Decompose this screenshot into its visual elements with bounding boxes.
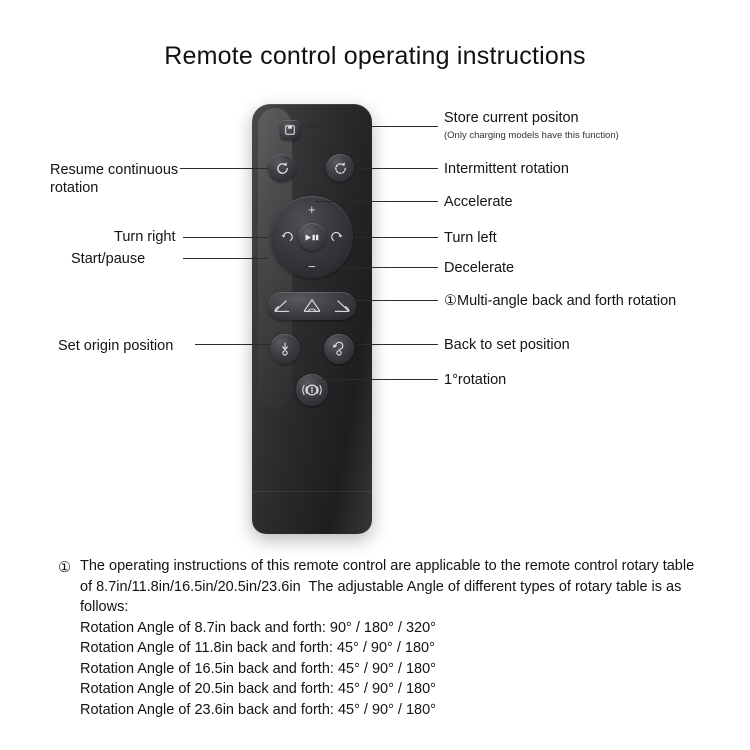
direction-pad xyxy=(271,196,353,278)
callout-intermittent-rotation: Intermittent rotation xyxy=(444,161,569,177)
footnote-marker: ① xyxy=(58,560,71,576)
callout-multi-angle: ①Multi-angle back and forth rotation xyxy=(444,293,677,309)
start-pause-button[interactable] xyxy=(298,223,326,251)
leader-line-one-degree xyxy=(322,379,438,380)
arrow-curve-right-icon xyxy=(330,229,344,243)
leader-line-intermittent xyxy=(358,168,438,169)
play-pause-icon xyxy=(304,233,321,242)
callout-store-position: Store current positon xyxy=(444,110,579,126)
rotate-dotted-icon xyxy=(333,161,348,176)
leader-line-set-origin xyxy=(195,344,270,345)
back-to-set-position-button[interactable] xyxy=(324,334,354,364)
callout-set-origin-position: Set origin position xyxy=(58,338,174,354)
decelerate-button[interactable]: − xyxy=(308,259,316,274)
resume-rotation-button[interactable] xyxy=(268,154,296,182)
angle-180-icon xyxy=(333,298,351,314)
leader-line-turn-left xyxy=(352,237,438,238)
leader-line-start-pause xyxy=(183,258,268,259)
callout-back-to-set-position: Back to set position xyxy=(444,337,570,353)
store-position-button[interactable] xyxy=(280,120,300,140)
callout-decelerate: Decelerate xyxy=(444,260,515,276)
leader-line-turn-right xyxy=(183,237,268,238)
intermittent-rotation-button[interactable] xyxy=(326,154,354,182)
one-degree-icon xyxy=(301,379,323,401)
leader-line-multi-angle xyxy=(352,300,438,301)
multi-angle-button[interactable] xyxy=(268,292,356,320)
footnote-paragraph: The operating instructions of this remote control are applicable to the remote control rotary table of 8.7in/11.8in/16.5in/20.5in/23.6in The adjustable Angle of different types of rotary table is as follows: xyxy=(80,558,699,616)
footnote-angle-line: Rotation Angle of 20.5in back and forth: 45° / 90° / 180° xyxy=(80,681,436,698)
origin-icon xyxy=(277,341,293,357)
footnote-angle-line: Rotation Angle of 11.8in back and forth: 45° / 90° / 180° xyxy=(80,640,435,657)
rotate-ccw-icon xyxy=(275,161,290,176)
footnote-body xyxy=(80,556,698,721)
leader-line-accelerate xyxy=(315,201,438,202)
callout-turn-right: Turn right xyxy=(114,229,176,245)
arrow-curve-left-icon xyxy=(280,229,294,243)
callout-accelerate: Accelerate xyxy=(444,194,513,210)
page-title: Remote control operating instructions xyxy=(164,42,586,70)
remote-seam xyxy=(252,491,372,492)
footnote-angle-line: Rotation Angle of 8.7in back and forth: 90° / 180° / 320° xyxy=(80,619,436,636)
accelerate-button[interactable]: + xyxy=(308,202,316,217)
leader-line-back-to-set xyxy=(358,344,438,345)
footnote-angle-line: Rotation Angle of 16.5in back and forth: 45° / 90° / 180° xyxy=(80,660,436,677)
angle-90-icon xyxy=(302,298,322,314)
turn-left-button[interactable] xyxy=(327,226,347,246)
footnote-angle-line: Rotation Angle of 23.6in back and forth: 45° / 90° / 180° xyxy=(80,702,436,719)
save-icon xyxy=(285,125,295,135)
callout-start-pause: Start/pause xyxy=(71,251,146,267)
callout-turn-left: Turn left xyxy=(444,230,497,246)
set-origin-button[interactable] xyxy=(270,334,300,364)
callout-one-degree-rotation: 1°rotation xyxy=(444,372,507,388)
leader-line-store xyxy=(305,126,438,127)
return-position-icon xyxy=(331,341,347,357)
turn-right-button[interactable] xyxy=(277,226,297,246)
callout-store-position-note: (Only charging models have this function) xyxy=(444,130,619,141)
callout-resume-rotation: Resume continuous rotation xyxy=(50,162,179,196)
footnote-block xyxy=(58,556,698,721)
angle-45-icon xyxy=(273,298,291,314)
leader-line-decelerate xyxy=(315,267,438,268)
remote-control-body xyxy=(252,104,372,534)
